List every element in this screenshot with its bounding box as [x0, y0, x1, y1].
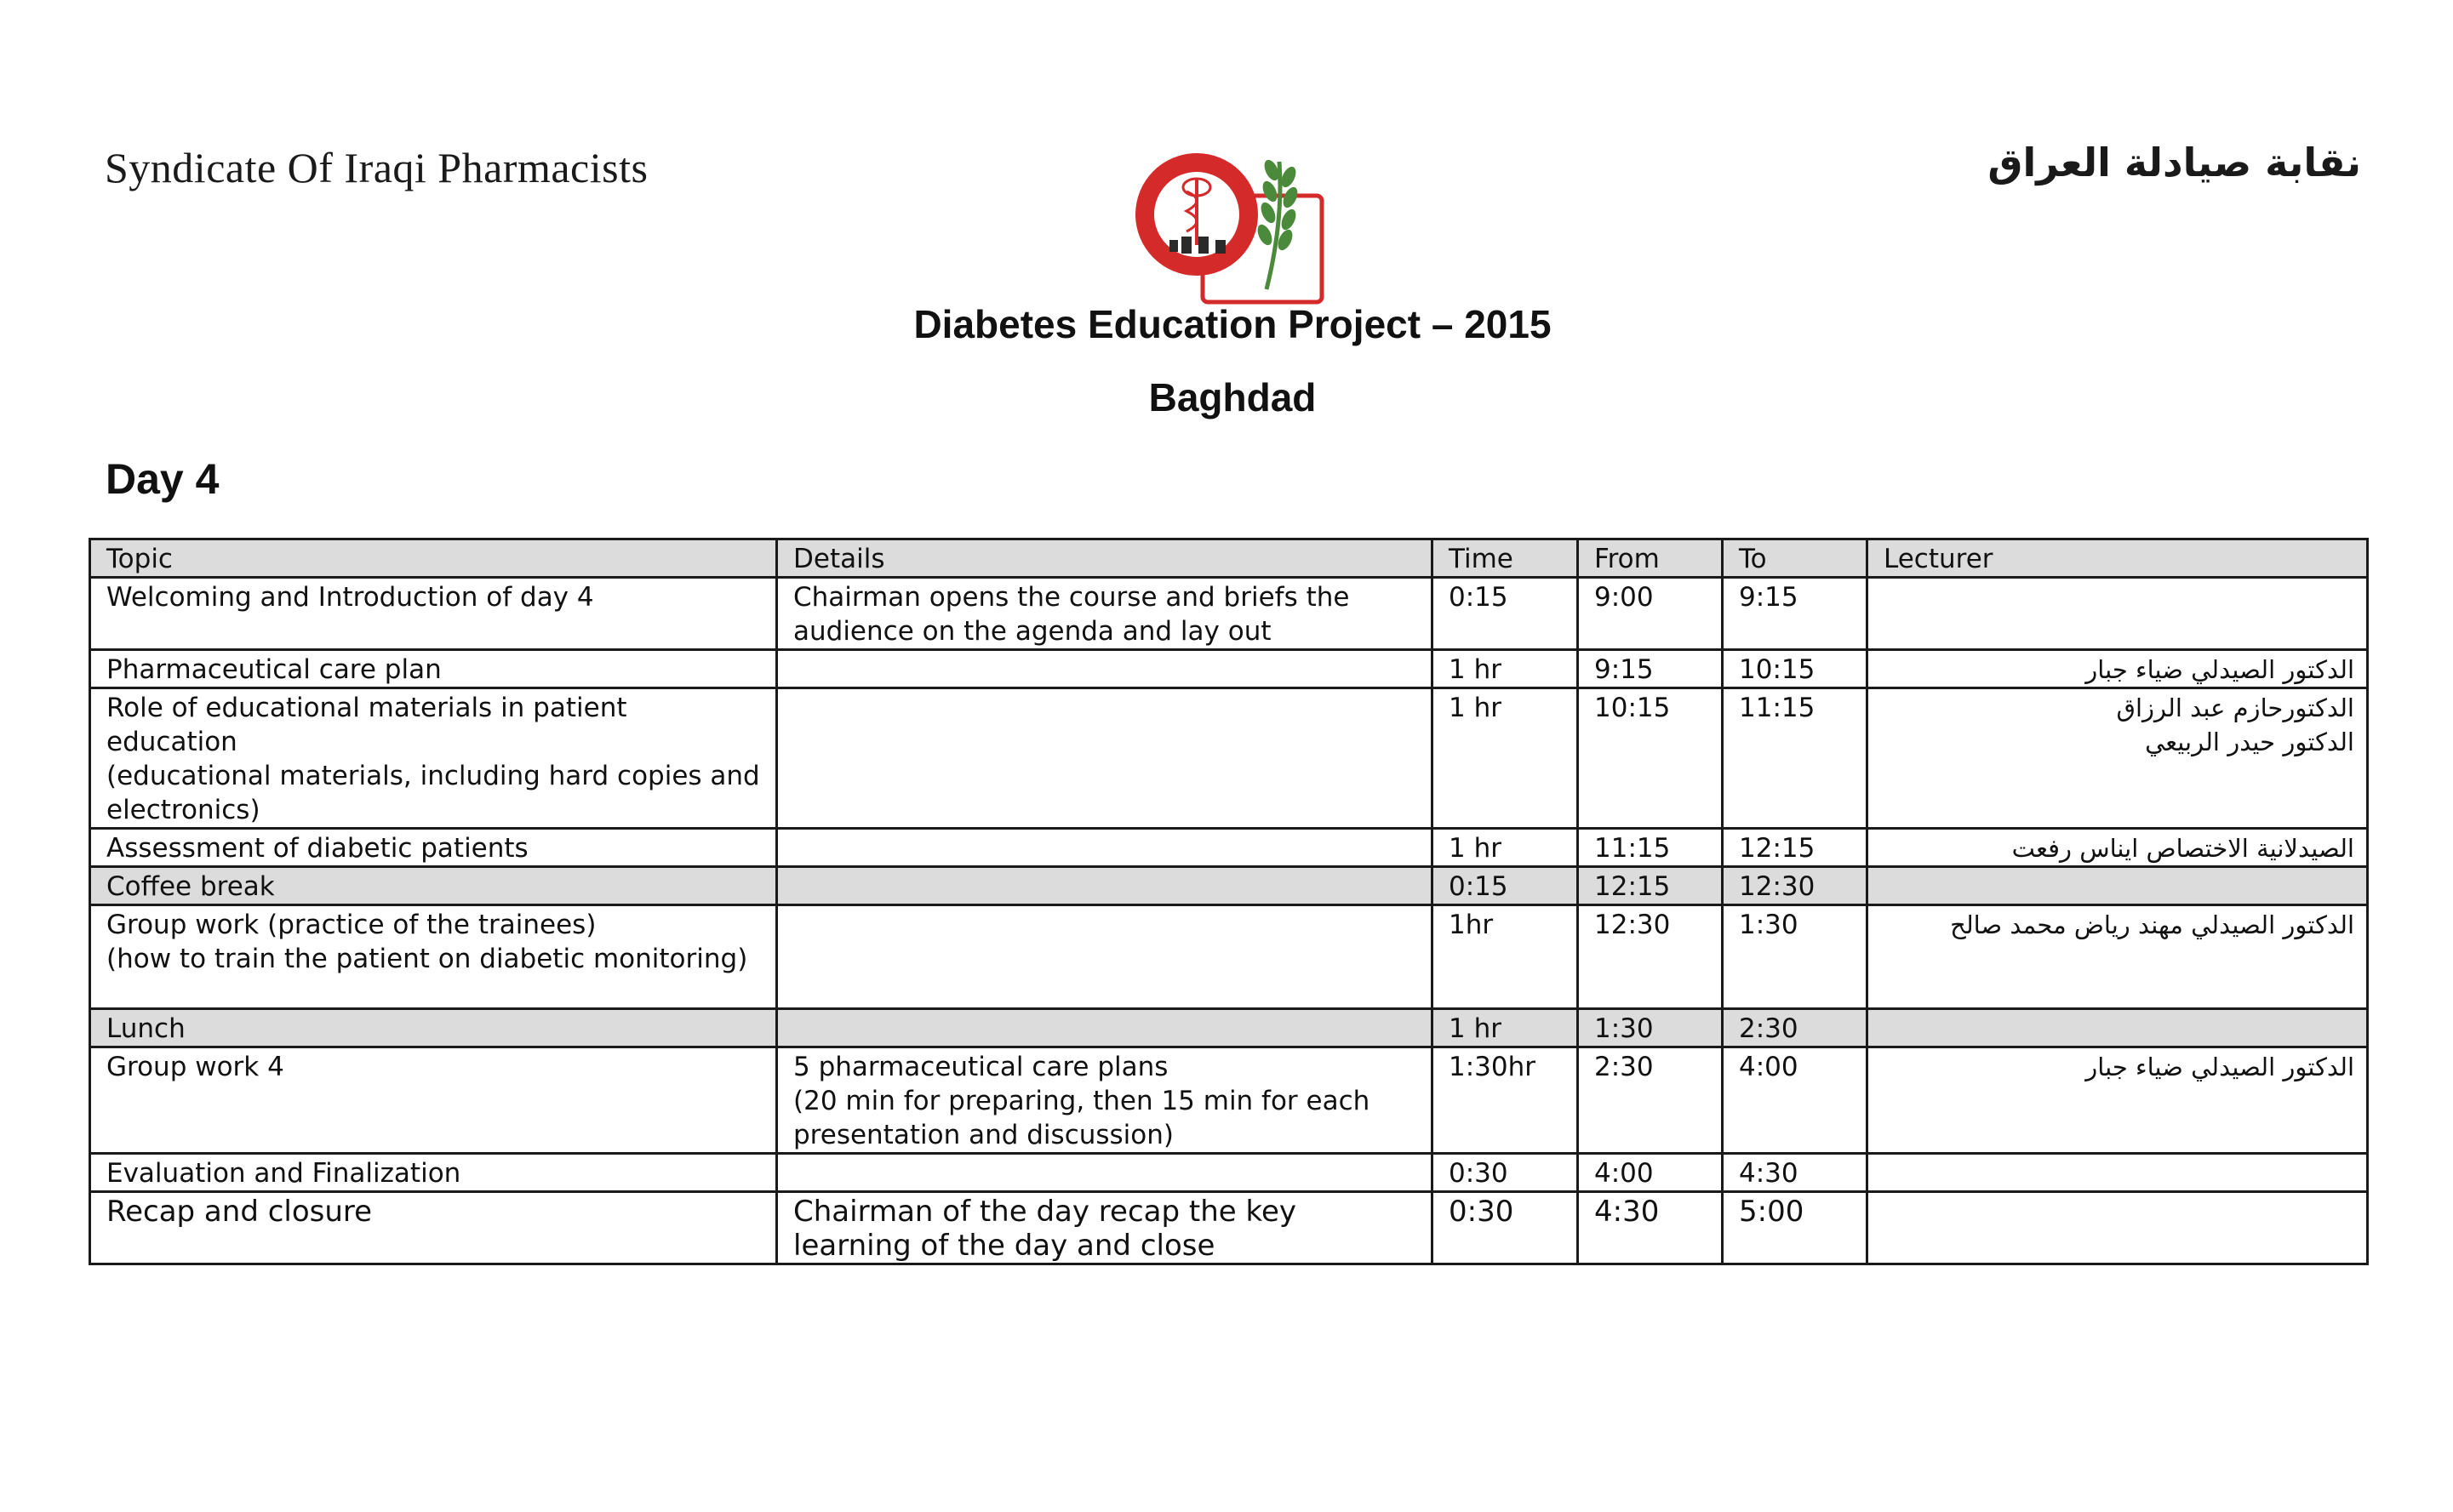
cell-lecturer: الدكتور الصيدلي ضياء جبار — [1867, 650, 2368, 688]
cell-details — [777, 905, 1432, 1009]
syndicate-logo-icon — [1122, 145, 1343, 315]
cell-from: 12:15 — [1578, 867, 1723, 905]
organization-name-arabic: نقابة صيادلة العراق — [1987, 140, 2361, 185]
cell-details: Chairman opens the course and briefs the audience on the agenda and lay out — [777, 578, 1432, 650]
cell-details — [777, 829, 1432, 867]
cell-lecturer: الصيدلانية الاختصاص ايناس رفعت — [1867, 829, 2368, 867]
cell-to: 4:00 — [1723, 1047, 1867, 1154]
cell-topic: Recap and closure — [90, 1192, 777, 1264]
cell-topic: Welcoming and Introduction of day 4 — [90, 578, 777, 650]
table-row — [90, 867, 2368, 905]
cell-details: Chairman of the day recap the key learning of the day and close — [777, 1192, 1432, 1264]
cell-topic: Evaluation and Finalization — [90, 1154, 777, 1192]
table-row — [90, 829, 2368, 867]
table-row — [90, 1192, 2368, 1264]
cell-lecturer: الدكتورحازم عبد الرزاق الدكتور حيدر الربيعي — [1867, 688, 2368, 829]
cell-to: 10:15 — [1723, 650, 1867, 688]
table-header-row — [90, 539, 2368, 578]
column-header-details: Details — [777, 539, 1432, 578]
cell-from: 9:00 — [1578, 578, 1723, 650]
table-row — [90, 650, 2368, 688]
cell-from: 10:15 — [1578, 688, 1723, 829]
cell-from: 11:15 — [1578, 829, 1723, 867]
column-header-topic: Topic — [90, 539, 777, 578]
cell-to: 2:30 — [1723, 1009, 1867, 1047]
cell-topic: Assessment of diabetic patients — [90, 829, 777, 867]
table-row — [90, 1009, 2368, 1047]
cell-time: 0:30 — [1432, 1154, 1578, 1192]
cell-to: 12:30 — [1723, 867, 1867, 905]
column-header-to: To — [1723, 539, 1867, 578]
cell-to: 4:30 — [1723, 1154, 1867, 1192]
schedule-table — [89, 538, 2369, 1265]
cell-to: 12:15 — [1723, 829, 1867, 867]
cell-lecturer — [1867, 867, 2368, 905]
cell-from: 2:30 — [1578, 1047, 1723, 1154]
cell-time: 0:15 — [1432, 867, 1578, 905]
organization-name-english: Syndicate Of Iraqi Pharmacists — [105, 144, 649, 191]
cell-time: 1 hr — [1432, 650, 1578, 688]
cell-to: 5:00 — [1723, 1192, 1867, 1264]
day-heading: Day 4 — [106, 455, 220, 503]
cell-to: 1:30 — [1723, 905, 1867, 1009]
cell-to: 11:15 — [1723, 688, 1867, 829]
cell-topic: Coffee break — [90, 867, 777, 905]
cell-time: 1 hr — [1432, 829, 1578, 867]
cell-details — [777, 650, 1432, 688]
table-row — [90, 578, 2368, 650]
table-row — [90, 905, 2368, 1009]
document-city: Baghdad — [1148, 375, 1317, 419]
cell-details — [777, 1009, 1432, 1047]
document-title: Diabetes Education Project – 2015 — [913, 302, 1552, 346]
cell-details: 5 pharmaceutical care plans (20 min for preparing, then 15 min for each presentation and discussion) — [777, 1047, 1432, 1154]
cell-lecturer — [1867, 578, 2368, 650]
cell-time: 1:30hr — [1432, 1047, 1578, 1154]
cell-time: 1 hr — [1432, 688, 1578, 829]
cell-topic: Lunch — [90, 1009, 777, 1047]
cell-topic: Role of educational materials in patient education (educational materials, including hard copies and electronics) — [90, 688, 777, 829]
column-header-from: From — [1578, 539, 1723, 578]
cell-to: 9:15 — [1723, 578, 1867, 650]
cell-topic: Group work (practice of the trainees) (how to train the patient on diabetic monitoring) — [90, 905, 777, 1009]
cell-lecturer: الدكتور الصيدلي مهند رياض محمد صالح — [1867, 905, 2368, 1009]
cell-topic: Pharmaceutical care plan — [90, 650, 777, 688]
cell-lecturer — [1867, 1192, 2368, 1264]
cell-details — [777, 1154, 1432, 1192]
cell-time: 0:15 — [1432, 578, 1578, 650]
table-row — [90, 1047, 2368, 1154]
table-row — [90, 1154, 2368, 1192]
cell-details — [777, 867, 1432, 905]
cell-details — [777, 688, 1432, 829]
column-header-time: Time — [1432, 539, 1578, 578]
cell-time: 0:30 — [1432, 1192, 1578, 1264]
syndicate-logo — [1122, 145, 1343, 315]
cell-time: 1hr — [1432, 905, 1578, 1009]
cell-lecturer — [1867, 1154, 2368, 1192]
column-header-lecturer: Lecturer — [1867, 539, 2368, 578]
table-row — [90, 688, 2368, 829]
cell-from: 9:15 — [1578, 650, 1723, 688]
cell-lecturer: الدكتور الصيدلي ضياء جبار — [1867, 1047, 2368, 1154]
cell-lecturer — [1867, 1009, 2368, 1047]
cell-from: 4:00 — [1578, 1154, 1723, 1192]
cell-from: 1:30 — [1578, 1009, 1723, 1047]
cell-from: 4:30 — [1578, 1192, 1723, 1264]
cell-topic: Group work 4 — [90, 1047, 777, 1154]
cell-from: 12:30 — [1578, 905, 1723, 1009]
cell-time: 1 hr — [1432, 1009, 1578, 1047]
